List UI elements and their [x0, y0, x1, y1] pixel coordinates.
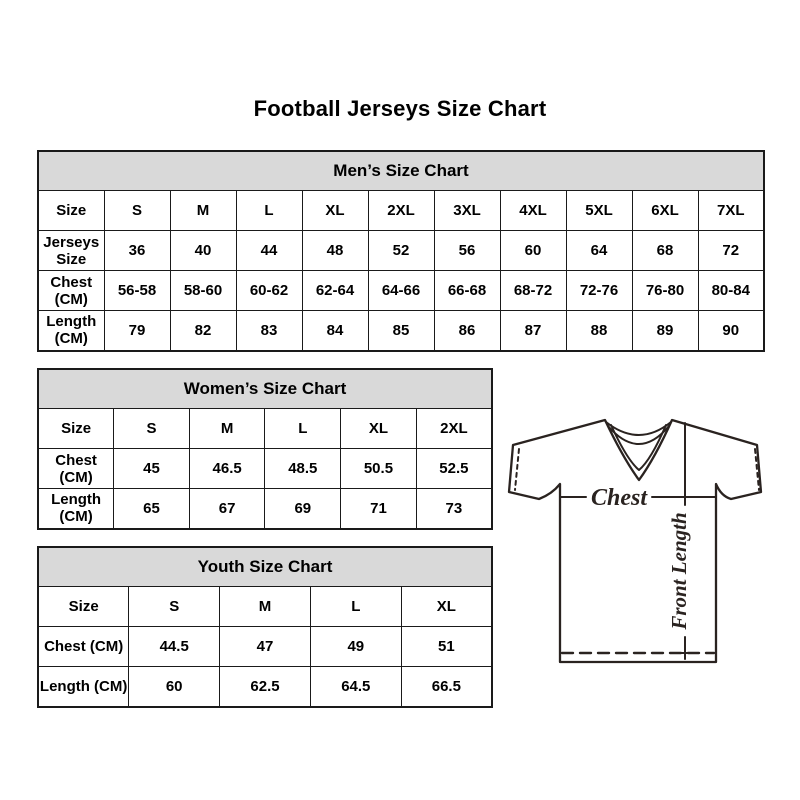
mens-value-cell: 62-64 [302, 271, 368, 311]
mens-value-cell: 68 [632, 231, 698, 271]
mens-value-cell: 79 [104, 311, 170, 351]
mens-value-cell: 52 [368, 231, 434, 271]
womens-value-cell: 67 [189, 489, 265, 529]
womens-value-cell: S [114, 409, 190, 449]
mens-value-cell: 4XL [500, 191, 566, 231]
womens-row-2 [38, 489, 492, 529]
youth-value-cell: 49 [310, 627, 401, 667]
womens-value-cell: 50.5 [341, 449, 417, 489]
womens-row-label: Size [38, 409, 114, 449]
mens-value-cell: 87 [500, 311, 566, 351]
youth-value-cell: 44.5 [129, 627, 220, 667]
mens-value-cell: S [104, 191, 170, 231]
front-length-measure-label: Front Length [667, 512, 691, 630]
mens-row-3 [38, 311, 764, 351]
mens-value-cell: 72-76 [566, 271, 632, 311]
womens-value-cell: M [189, 409, 265, 449]
mens-value-cell: 6XL [632, 191, 698, 231]
womens-row-0 [38, 409, 492, 449]
mens-value-cell: 86 [434, 311, 500, 351]
mens-value-cell: M [170, 191, 236, 231]
jersey-outline-icon [505, 406, 770, 668]
mens-value-cell: 82 [170, 311, 236, 351]
youth-table-header-row [38, 547, 492, 587]
youth-value-cell: XL [401, 587, 492, 627]
mens-row-label: Length (CM) [38, 311, 104, 351]
jersey-measurement-diagram [505, 406, 770, 668]
mens-size-table [37, 150, 765, 352]
mens-value-cell: 44 [236, 231, 302, 271]
mens-value-cell: 68-72 [500, 271, 566, 311]
womens-value-cell: 69 [265, 489, 341, 529]
womens-row-label: Chest (CM) [38, 449, 114, 489]
youth-value-cell: 51 [401, 627, 492, 667]
womens-value-cell: 73 [416, 489, 492, 529]
womens-size-table [37, 368, 493, 530]
mens-value-cell: 3XL [434, 191, 500, 231]
mens-row-label: Size [38, 191, 104, 231]
youth-size-table [37, 546, 493, 708]
youth-value-cell: L [310, 587, 401, 627]
youth-table-title: Youth Size Chart [38, 547, 492, 587]
youth-value-cell: M [220, 587, 311, 627]
womens-row-1 [38, 449, 492, 489]
mens-value-cell: 90 [698, 311, 764, 351]
mens-value-cell: 80-84 [698, 271, 764, 311]
womens-value-cell: XL [341, 409, 417, 449]
youth-row-2 [38, 667, 492, 707]
mens-value-cell: 40 [170, 231, 236, 271]
mens-value-cell: 84 [302, 311, 368, 351]
womens-value-cell: L [265, 409, 341, 449]
mens-row-0 [38, 191, 764, 231]
mens-value-cell: 72 [698, 231, 764, 271]
womens-value-cell: 45 [114, 449, 190, 489]
youth-value-cell: 64.5 [310, 667, 401, 707]
mens-row-label: Jerseys Size [38, 231, 104, 271]
womens-row-label: Length (CM) [38, 489, 114, 529]
womens-value-cell: 65 [114, 489, 190, 529]
youth-value-cell: 66.5 [401, 667, 492, 707]
mens-value-cell: XL [302, 191, 368, 231]
mens-row-label: Chest (CM) [38, 271, 104, 311]
youth-value-cell: 47 [220, 627, 311, 667]
mens-value-cell: 66-68 [434, 271, 500, 311]
womens-value-cell: 52.5 [416, 449, 492, 489]
page-title: Football Jerseys Size Chart [253, 96, 547, 121]
chest-measure-label: Chest [590, 485, 648, 511]
mens-row-2 [38, 271, 764, 311]
mens-value-cell: 48 [302, 231, 368, 271]
youth-row-label: Length (CM) [38, 667, 129, 707]
youth-value-cell: S [129, 587, 220, 627]
womens-value-cell: 48.5 [265, 449, 341, 489]
mens-value-cell: 64-66 [368, 271, 434, 311]
mens-value-cell: 56-58 [104, 271, 170, 311]
youth-value-cell: 60 [129, 667, 220, 707]
mens-value-cell: 5XL [566, 191, 632, 231]
mens-row-1 [38, 231, 764, 271]
mens-value-cell: L [236, 191, 302, 231]
youth-row-0 [38, 587, 492, 627]
youth-value-cell: 62.5 [220, 667, 311, 707]
womens-value-cell: 2XL [416, 409, 492, 449]
womens-table-header-row [38, 369, 492, 409]
mens-value-cell: 85 [368, 311, 434, 351]
mens-value-cell: 60-62 [236, 271, 302, 311]
mens-table-title: Men’s Size Chart [38, 151, 764, 191]
youth-row-label: Chest (CM) [38, 627, 129, 667]
mens-value-cell: 83 [236, 311, 302, 351]
mens-value-cell: 64 [566, 231, 632, 271]
mens-value-cell: 89 [632, 311, 698, 351]
mens-value-cell: 58-60 [170, 271, 236, 311]
mens-value-cell: 88 [566, 311, 632, 351]
mens-value-cell: 7XL [698, 191, 764, 231]
mens-value-cell: 2XL [368, 191, 434, 231]
youth-row-1 [38, 627, 492, 667]
mens-table-header-row [38, 151, 764, 191]
mens-value-cell: 36 [104, 231, 170, 271]
womens-table-title: Women’s Size Chart [38, 369, 492, 409]
mens-value-cell: 60 [500, 231, 566, 271]
youth-row-label: Size [38, 587, 129, 627]
womens-value-cell: 46.5 [189, 449, 265, 489]
womens-value-cell: 71 [341, 489, 417, 529]
mens-value-cell: 76-80 [632, 271, 698, 311]
mens-value-cell: 56 [434, 231, 500, 271]
